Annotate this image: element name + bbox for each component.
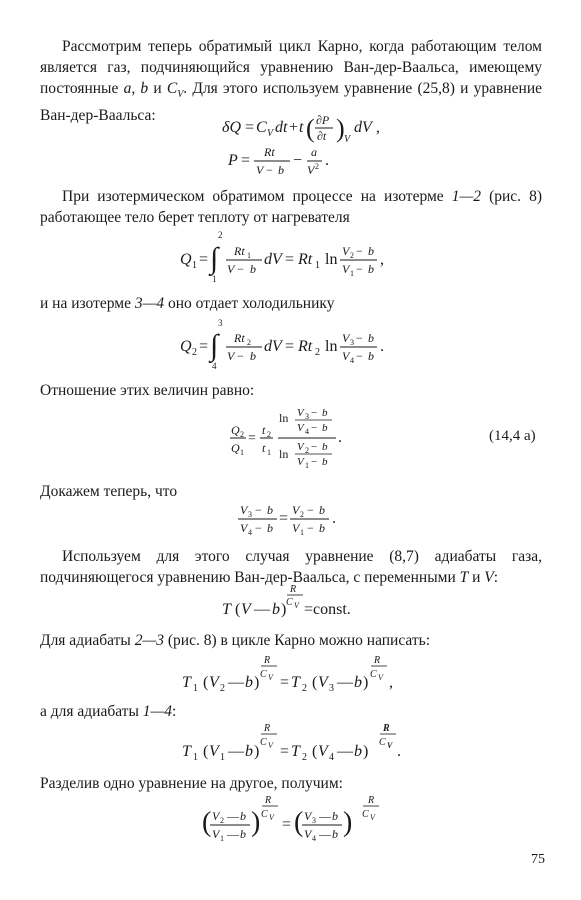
svg-text:Rt: Rt bbox=[298, 338, 313, 355]
svg-text:—: — bbox=[228, 674, 244, 691]
svg-text:R: R bbox=[264, 723, 271, 734]
svg-text:2: 2 bbox=[315, 347, 320, 358]
equation-q2 bbox=[0, 318, 581, 376]
svg-text:—: — bbox=[337, 674, 353, 691]
svg-text:dV: dV bbox=[354, 119, 372, 136]
svg-text:): ) bbox=[251, 807, 261, 838]
svg-text:R: R bbox=[290, 584, 297, 595]
svg-text:1: 1 bbox=[267, 448, 271, 457]
svg-text:Q: Q bbox=[180, 251, 192, 268]
svg-text:—: — bbox=[228, 743, 244, 760]
svg-text:(: ( bbox=[203, 674, 209, 691]
svg-text:b: b bbox=[368, 244, 374, 258]
svg-text:b: b bbox=[368, 349, 374, 363]
svg-text:V: V bbox=[297, 407, 304, 419]
svg-text:b: b bbox=[319, 503, 325, 517]
svg-text:4: 4 bbox=[248, 528, 252, 537]
svg-text:R: R bbox=[265, 795, 272, 806]
svg-text:4: 4 bbox=[305, 427, 309, 436]
svg-text:b: b bbox=[354, 674, 362, 691]
svg-text:(: ( bbox=[294, 807, 304, 838]
svg-text:3: 3 bbox=[329, 683, 334, 694]
svg-text:−: − bbox=[356, 331, 363, 345]
svg-text:Rt: Rt bbox=[234, 331, 245, 345]
svg-text:δQ: δQ bbox=[222, 119, 241, 136]
svg-text:=: = bbox=[199, 338, 209, 355]
svg-text:C: C bbox=[261, 809, 268, 820]
svg-text:b: b bbox=[245, 743, 253, 760]
svg-text:): ) bbox=[336, 114, 345, 143]
svg-text:t: t bbox=[262, 423, 266, 437]
svg-text:=: = bbox=[245, 119, 255, 136]
svg-text:∂P: ∂P bbox=[316, 113, 330, 127]
svg-text:=: = bbox=[280, 674, 290, 691]
svg-text:dt: dt bbox=[275, 119, 288, 136]
svg-text:V: V bbox=[240, 521, 248, 535]
svg-text:V: V bbox=[268, 741, 273, 750]
paragraph-adiabat-intro: Используем для этого случая уравнение (8,7) адиабаты газа, подчиняющегося уравнению Ван-дер-Ваальса, с переменными T и V: bbox=[40, 548, 542, 586]
svg-text:T: T bbox=[222, 601, 231, 618]
svg-text:V: V bbox=[209, 674, 219, 691]
svg-text:2: 2 bbox=[315, 162, 319, 171]
svg-text:R: R bbox=[264, 655, 271, 666]
svg-text:V: V bbox=[212, 827, 220, 841]
paragraph-adiabat-14: а для адиабаты 1—4: bbox=[40, 703, 177, 720]
svg-text:b: b bbox=[322, 407, 328, 419]
svg-text:=: = bbox=[199, 251, 209, 268]
svg-text:dV: dV bbox=[264, 338, 282, 355]
svg-text:ln: ln bbox=[279, 411, 289, 425]
equation-number: (14,4 а) bbox=[489, 428, 536, 444]
svg-text:Rt: Rt bbox=[264, 145, 275, 159]
svg-text:b: b bbox=[272, 601, 280, 618]
svg-text:.: . bbox=[380, 338, 384, 355]
svg-text:b: b bbox=[368, 331, 374, 345]
svg-text:V: V bbox=[209, 743, 219, 760]
svg-text:V: V bbox=[342, 262, 350, 276]
svg-text:b: b bbox=[322, 422, 328, 434]
svg-text:Q: Q bbox=[231, 441, 240, 455]
svg-text:−: − bbox=[311, 456, 318, 468]
svg-text:(: ( bbox=[235, 601, 241, 618]
svg-text:−: − bbox=[266, 163, 273, 177]
svg-text:): ) bbox=[343, 807, 353, 838]
paragraph-isotherm-12: При изотермическом обратимом процессе на изотерме 1—2 (рис. 8) работающее тело берет теплоту от нагревателя bbox=[40, 188, 542, 226]
svg-text:.: . bbox=[325, 152, 329, 169]
svg-text:dV: dV bbox=[264, 251, 282, 268]
svg-text:2: 2 bbox=[192, 347, 197, 358]
svg-text:V: V bbox=[292, 503, 300, 517]
svg-text:(: ( bbox=[203, 743, 209, 760]
equation-q1 bbox=[0, 228, 581, 288]
svg-text:V: V bbox=[227, 262, 235, 276]
svg-text:): ) bbox=[363, 743, 369, 760]
svg-text:V: V bbox=[318, 743, 328, 760]
svg-text:+: + bbox=[289, 119, 299, 136]
svg-text:T: T bbox=[182, 674, 191, 691]
svg-text:2: 2 bbox=[218, 230, 223, 240]
svg-text:2: 2 bbox=[300, 510, 304, 519]
svg-text:b: b bbox=[250, 262, 256, 276]
svg-text:—: — bbox=[337, 743, 353, 760]
svg-text:V: V bbox=[240, 503, 248, 517]
svg-text:V: V bbox=[304, 827, 312, 841]
svg-text:): ) bbox=[363, 674, 369, 691]
svg-text:V: V bbox=[212, 809, 220, 823]
svg-text:V: V bbox=[267, 128, 274, 139]
svg-text:V: V bbox=[294, 601, 299, 610]
svg-text:V: V bbox=[342, 349, 350, 363]
svg-text:C: C bbox=[362, 809, 369, 820]
paragraph-adiabat-23: Для адиабаты 2—3 (рис. 8) в цикле Карно можно написать: bbox=[40, 632, 431, 649]
svg-text:=: = bbox=[285, 338, 295, 355]
equation-adiabat bbox=[0, 582, 581, 622]
paragraph-prove: Докажем теперь, что bbox=[40, 483, 178, 500]
svg-text:−: − bbox=[293, 152, 303, 169]
svg-text:—: — bbox=[319, 809, 331, 823]
svg-text:C: C bbox=[379, 737, 386, 748]
svg-text:−: − bbox=[356, 244, 363, 258]
svg-text:1: 1 bbox=[315, 260, 320, 271]
svg-text:b: b bbox=[332, 827, 338, 841]
svg-text:b: b bbox=[267, 521, 273, 535]
equation-divide bbox=[0, 793, 581, 845]
svg-text:−: − bbox=[356, 349, 363, 363]
svg-text:1: 1 bbox=[220, 834, 224, 843]
equation-prove bbox=[0, 498, 581, 540]
svg-text:2: 2 bbox=[240, 430, 244, 439]
svg-text:1: 1 bbox=[192, 260, 197, 271]
svg-text:C: C bbox=[260, 737, 267, 748]
svg-text:(: ( bbox=[202, 807, 212, 838]
svg-text:ln: ln bbox=[279, 447, 289, 461]
svg-text:4: 4 bbox=[329, 752, 334, 763]
svg-text:2: 2 bbox=[220, 816, 224, 825]
svg-text:t: t bbox=[262, 441, 266, 455]
svg-text:=const.: =const. bbox=[304, 601, 351, 618]
svg-text:=: = bbox=[279, 510, 289, 527]
svg-text:,: , bbox=[389, 674, 393, 691]
svg-text:b: b bbox=[267, 503, 273, 517]
svg-text:R: R bbox=[374, 655, 381, 666]
svg-text:Rt: Rt bbox=[298, 251, 313, 268]
svg-text:1: 1 bbox=[305, 461, 309, 470]
svg-text:∫: ∫ bbox=[210, 242, 219, 275]
svg-text:−: − bbox=[255, 521, 262, 535]
svg-text:=: = bbox=[285, 251, 295, 268]
svg-text:C: C bbox=[370, 669, 377, 680]
svg-text:−: − bbox=[307, 521, 314, 535]
svg-text:4: 4 bbox=[212, 361, 217, 371]
svg-text:C: C bbox=[260, 669, 267, 680]
svg-text:2: 2 bbox=[302, 683, 307, 694]
svg-text:2: 2 bbox=[247, 338, 251, 347]
svg-text:b: b bbox=[245, 674, 253, 691]
svg-text:ln: ln bbox=[325, 338, 338, 355]
svg-text:,: , bbox=[376, 119, 380, 136]
svg-text:V: V bbox=[387, 741, 393, 750]
svg-text:−: − bbox=[255, 503, 262, 517]
svg-text:−: − bbox=[311, 441, 318, 453]
svg-text:(: ( bbox=[312, 743, 318, 760]
svg-text:1: 1 bbox=[240, 448, 244, 457]
svg-text:b: b bbox=[240, 809, 246, 823]
paragraph-divide: Разделив одно уравнение на другое, получим: bbox=[40, 775, 343, 792]
svg-text:1: 1 bbox=[300, 528, 304, 537]
svg-text:—: — bbox=[254, 601, 270, 618]
svg-text:b: b bbox=[250, 349, 256, 363]
svg-text:−: − bbox=[237, 262, 244, 276]
svg-text:2: 2 bbox=[305, 446, 309, 455]
svg-text:4: 4 bbox=[312, 834, 316, 843]
svg-text:V: V bbox=[378, 673, 383, 682]
svg-text:−: − bbox=[311, 422, 318, 434]
svg-text:−: − bbox=[356, 262, 363, 276]
svg-text:—: — bbox=[319, 827, 331, 841]
svg-text:=: = bbox=[241, 152, 251, 169]
svg-text:T: T bbox=[291, 674, 300, 691]
paragraph-intro: Рассмотрим теперь обратимый цикл Карно, когда работающим телом является газ, подчиняющийся уравнению Ван-дер-Ваальса, имеющему постоянные a, b и $C_V$. Для этого используем уравнение (25,8) и уравнение Ван-дер-Ваальса: bbox=[40, 38, 542, 125]
svg-text:2: 2 bbox=[302, 752, 307, 763]
svg-text:1: 1 bbox=[193, 683, 198, 694]
svg-text:—: — bbox=[227, 827, 239, 841]
svg-text:1: 1 bbox=[350, 269, 354, 278]
svg-text:2: 2 bbox=[220, 683, 225, 694]
equation-adiabat-14 bbox=[0, 720, 581, 764]
svg-text:Rt: Rt bbox=[234, 244, 245, 258]
svg-text:b: b bbox=[322, 441, 328, 453]
svg-text:V: V bbox=[304, 809, 312, 823]
svg-text:): ) bbox=[254, 674, 260, 691]
svg-text:V: V bbox=[269, 813, 274, 822]
svg-text:b: b bbox=[354, 743, 362, 760]
page-number: 75 bbox=[531, 852, 545, 867]
svg-text:ln: ln bbox=[325, 251, 338, 268]
svg-text:b: b bbox=[319, 521, 325, 535]
svg-text:.: . bbox=[397, 743, 401, 760]
svg-text:Q: Q bbox=[231, 423, 240, 437]
svg-text:V: V bbox=[297, 441, 304, 453]
svg-text:V: V bbox=[342, 331, 350, 345]
svg-text:V: V bbox=[297, 422, 304, 434]
svg-text:b: b bbox=[240, 827, 246, 841]
svg-text:C: C bbox=[256, 119, 267, 136]
svg-text:T: T bbox=[291, 743, 300, 760]
svg-text:V: V bbox=[344, 134, 351, 145]
svg-text:T: T bbox=[182, 743, 191, 760]
svg-text:3: 3 bbox=[248, 510, 252, 519]
svg-text:3: 3 bbox=[312, 816, 316, 825]
svg-text:V: V bbox=[297, 456, 304, 468]
svg-text:R: R bbox=[368, 795, 375, 806]
svg-text:Q: Q bbox=[180, 338, 192, 355]
svg-text:): ) bbox=[254, 743, 260, 760]
svg-text:2: 2 bbox=[267, 430, 271, 439]
svg-text:R: R bbox=[383, 723, 390, 734]
svg-text:1: 1 bbox=[212, 274, 217, 284]
svg-text:V: V bbox=[292, 521, 300, 535]
svg-text:): ) bbox=[281, 601, 287, 618]
equation-adiabat-23 bbox=[0, 653, 581, 695]
svg-text:=: = bbox=[248, 431, 256, 446]
paragraph-isotherm-34: и на изотерме 3—4 оно отдает холодильнику bbox=[40, 295, 335, 312]
svg-text:3: 3 bbox=[218, 318, 223, 328]
svg-text:1: 1 bbox=[247, 251, 251, 260]
svg-text:=: = bbox=[282, 816, 292, 833]
svg-text:(: ( bbox=[306, 114, 315, 143]
svg-text:b: b bbox=[368, 262, 374, 276]
svg-text:∂t: ∂t bbox=[317, 129, 327, 143]
svg-text:1: 1 bbox=[220, 752, 225, 763]
svg-text:a: a bbox=[311, 145, 317, 159]
svg-text:V: V bbox=[307, 163, 315, 177]
svg-text:(: ( bbox=[312, 674, 318, 691]
svg-text:,: , bbox=[380, 251, 384, 268]
svg-text:t: t bbox=[299, 119, 304, 136]
equation-dq-vdw bbox=[0, 115, 581, 180]
svg-text:.: . bbox=[338, 429, 342, 446]
svg-text:V: V bbox=[342, 244, 350, 258]
svg-text:2: 2 bbox=[350, 251, 354, 260]
svg-text:−: − bbox=[311, 407, 318, 419]
svg-text:V: V bbox=[227, 349, 235, 363]
svg-text:−: − bbox=[307, 503, 314, 517]
svg-text:C: C bbox=[286, 597, 293, 608]
svg-text:V: V bbox=[370, 813, 375, 822]
svg-text:—: — bbox=[227, 809, 239, 823]
svg-text:.: . bbox=[332, 510, 336, 527]
svg-text:4: 4 bbox=[350, 356, 354, 365]
svg-text:V: V bbox=[268, 673, 273, 682]
svg-text:−: − bbox=[237, 349, 244, 363]
svg-text:3: 3 bbox=[350, 338, 354, 347]
svg-text:b: b bbox=[322, 456, 328, 468]
svg-text:V: V bbox=[318, 674, 328, 691]
svg-text:b: b bbox=[332, 809, 338, 823]
svg-text:1: 1 bbox=[193, 752, 198, 763]
paragraph-ratio: Отношение этих величин равно: bbox=[40, 382, 255, 399]
svg-text:V: V bbox=[241, 601, 251, 618]
svg-text:b: b bbox=[278, 163, 284, 177]
svg-text:P: P bbox=[228, 152, 238, 169]
svg-text:3: 3 bbox=[305, 412, 309, 421]
svg-text:∫: ∫ bbox=[210, 329, 219, 362]
svg-text:V: V bbox=[256, 163, 264, 177]
svg-text:=: = bbox=[280, 743, 290, 760]
